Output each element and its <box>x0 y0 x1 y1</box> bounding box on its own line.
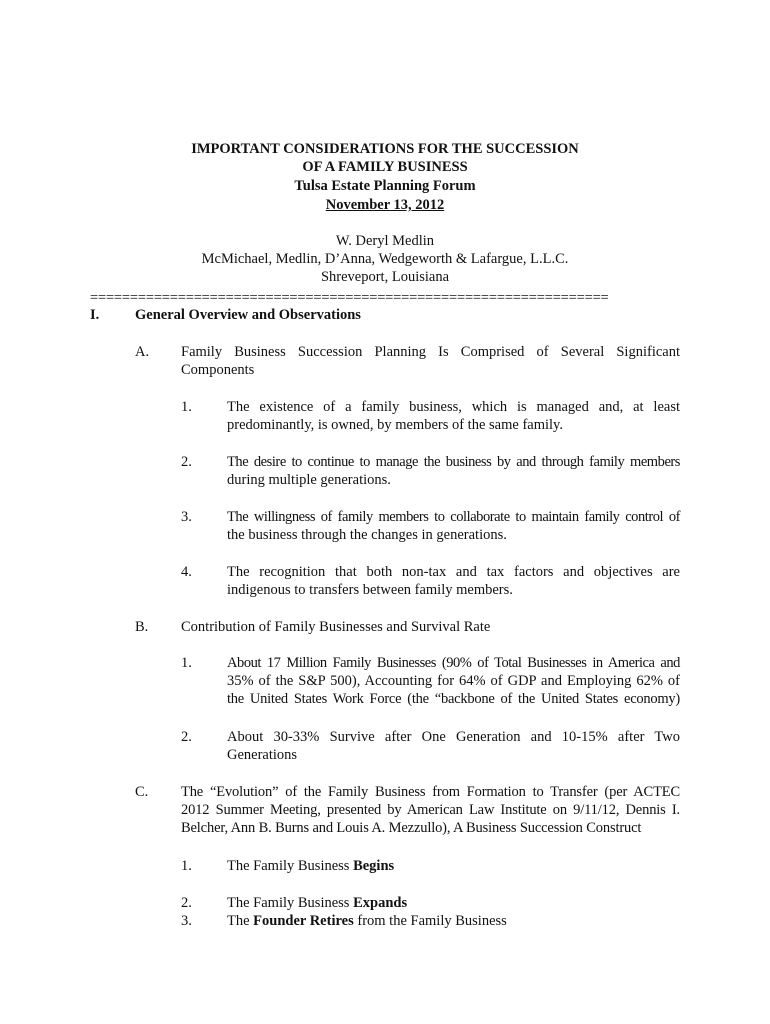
b-item-2-line-2: Generations <box>227 747 298 763</box>
b-item-1-line-3: the United States Work Force (the “backbone of the United States economy) <box>227 691 680 707</box>
a-item-4 <box>227 563 680 599</box>
forum-name: Tulsa Estate Planning Forum <box>294 178 476 194</box>
c-item-1-num: 1. <box>181 858 192 874</box>
a-item-4-num: 4. <box>181 564 192 580</box>
subsection-b-heading: Contribution of Family Businesses and Survival Rate <box>181 619 491 635</box>
c-item-2 <box>227 894 407 912</box>
subsection-c-line-3: Belcher, Ann B. Burns and Louis A. Mezzullo), A Business Succession Construct <box>181 820 642 836</box>
a-item-2-num: 2. <box>181 454 192 470</box>
subsection-c-line-1: The “Evolution” of the Family Business from Formation to Transfer (per ACTEC <box>181 784 680 800</box>
b-item-2-num: 2. <box>181 729 192 745</box>
c-item-3-bold: Founder Retires <box>253 913 354 929</box>
c-item-3 <box>227 912 507 930</box>
b-item-1-num: 1. <box>181 655 192 671</box>
subsection-c-label: C. <box>135 784 149 800</box>
a-item-4-line-2: indigenous to transfers between family members. <box>227 582 513 598</box>
a-item-1 <box>227 398 680 434</box>
c-item-3-num: 3. <box>181 913 192 929</box>
subsection-b-label: B. <box>135 619 149 635</box>
title-line-2: OF A FAMILY BUSINESS <box>302 159 468 175</box>
b-item-2 <box>227 728 680 764</box>
subsection-a-line-2: Components <box>181 362 255 378</box>
subsection-a-line-1: Family Business Succession Planning Is Comprised of Several Significant <box>181 344 680 360</box>
a-item-3-line-2: the business through the changes in generations. <box>227 527 507 543</box>
a-item-4-line-1: The recognition that both non-tax and tax factors and objectives are <box>227 564 680 580</box>
a-item-2-line-2: during multiple generations. <box>227 472 391 488</box>
subsection-a-heading <box>181 343 680 379</box>
section-numeral: I. <box>90 307 100 323</box>
b-item-1 <box>227 654 680 708</box>
firm-location: Shreveport, Louisiana <box>320 269 450 285</box>
c-item-1-bold: Begins <box>353 858 395 874</box>
c-item-1-pre: The Family Business <box>227 858 354 874</box>
subsection-c-heading <box>181 783 680 837</box>
b-item-1-line-2: 35% of the S&P 500), Accounting for 64% of GDP and Employing 62% of <box>227 673 680 689</box>
a-item-2-line-1: The desire to continue to manage the business by and through family members <box>227 454 680 470</box>
section-heading: General Overview and Observations <box>135 307 361 323</box>
forum-date <box>0 196 770 214</box>
b-item-1-line-1: About 17 Million Family Businesses (90% of Total Businesses in America and <box>227 655 680 671</box>
a-item-1-line-1: The existence of a family business, which is managed and, at least <box>227 399 680 415</box>
c-item-2-num: 2. <box>181 895 192 911</box>
a-item-2 <box>227 453 680 489</box>
forum-date-text: November 13, 2012 <box>325 197 445 213</box>
c-item-2-pre: The Family Business <box>227 895 354 911</box>
c-item-3-post: from the Family Business <box>353 913 507 929</box>
subsection-a-label: A. <box>135 344 150 360</box>
title-line-1: IMPORTANT CONSIDERATIONS FOR THE SUCCESSION <box>191 141 579 157</box>
c-item-2-bold: Expands <box>353 895 408 911</box>
c-item-3-pre: The <box>227 913 254 929</box>
b-item-2-line-1: About 30-33% Survive after One Generation and 10-15% after Two <box>227 729 680 745</box>
a-item-3-line-1: The willingness of family members to collaborate to maintain family control of <box>227 509 680 525</box>
author-name: W. Deryl Medlin <box>335 233 435 249</box>
a-item-1-num: 1. <box>181 399 192 415</box>
c-item-1 <box>227 857 394 875</box>
a-item-3-num: 3. <box>181 509 192 525</box>
firm-name: McMichael, Medlin, D’Anna, Wedgeworth & Lafargue, L.L.C. <box>201 251 569 267</box>
a-item-1-line-2: predominantly, is owned, by members of the same family. <box>227 417 563 433</box>
a-item-3 <box>227 508 680 544</box>
separator-rule: ================================================================= <box>90 290 609 306</box>
subsection-c-line-2: 2012 Summer Meeting, presented by American Law Institute on 9/11/12, Dennis I. <box>181 802 680 818</box>
